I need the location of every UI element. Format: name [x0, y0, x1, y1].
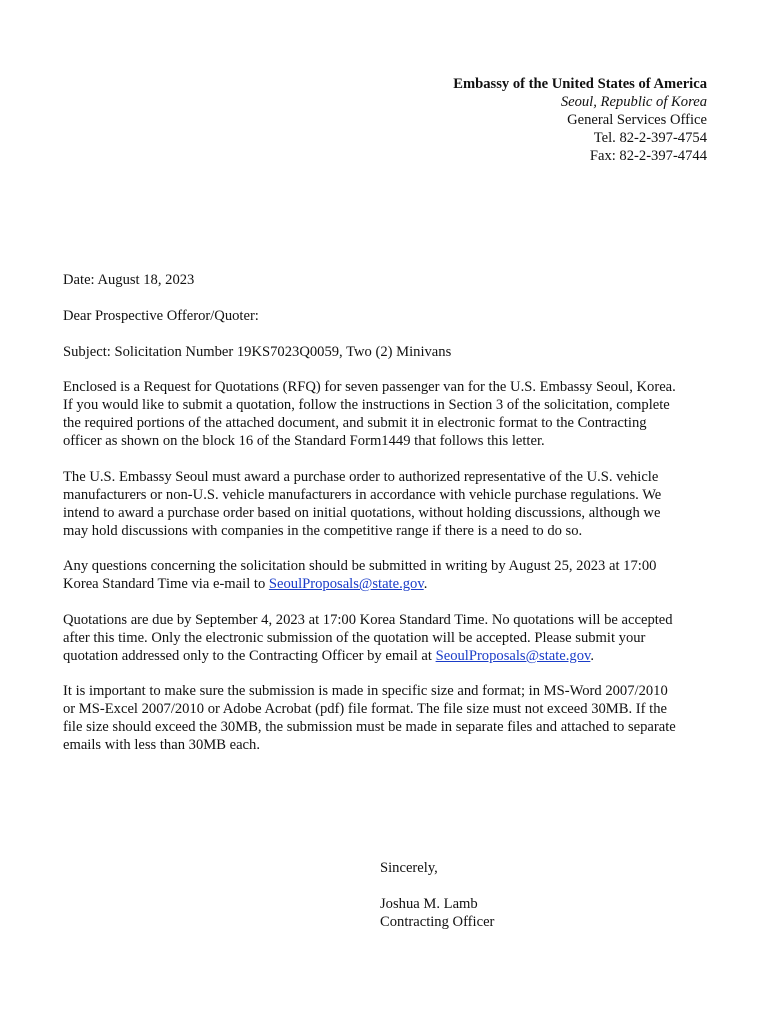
text-span: . [590, 648, 595, 664]
letterhead-fax: Fax: 82-2-397-4744 [589, 148, 707, 164]
paragraph-line: It is important to make sure the submission is made in specific size and format; in MS-Word 2007/2010 [63, 683, 668, 699]
text-span: quotation addressed only to the Contracting Officer by email at [63, 648, 436, 664]
paragraph-line: manufacturers or non-U.S. vehicle manufacturers in accordance with vehicle purchase regulations. We [63, 487, 662, 503]
letter-date [63, 271, 713, 289]
letter-subject [63, 343, 713, 361]
paragraph-line: may hold discussions with companies in the competitive range if there is a need to do so. [63, 523, 583, 539]
paragraph-line: officer as shown on the block 16 of the Standard Form1449 that follows this letter. [63, 433, 545, 449]
paragraph-questions [63, 557, 713, 593]
paragraph-due-date [63, 611, 713, 665]
letterhead [453, 75, 707, 165]
date-line: Date: August 18, 2023 [63, 272, 195, 288]
paragraph-line [63, 575, 713, 593]
paragraph-format [63, 682, 713, 754]
paragraph-line: Quotations are due by September 4, 2023 at 17:00 Korea Standard Time. No quotations will be accepted [63, 612, 673, 628]
paragraph-line [63, 647, 713, 665]
paragraph-line: Any questions concerning the solicitation should be submitted in writing by August 25, 2023 at 17:00 [63, 558, 657, 574]
paragraph-line: the required portions of the attached document, and submit it in electronic format to the Contracting [63, 415, 647, 431]
letterhead-office: General Services Office [567, 112, 707, 128]
paragraph-line: If you would like to submit a quotation, follow the instructions in Section 3 of the solicitation, complete [63, 397, 670, 413]
letterhead-organization: Embassy of the United States of America [453, 76, 707, 92]
paragraph-line: file size should exceed the 30MB, the submission must be made in separate files and attached to separate [63, 719, 676, 735]
subject-line: Subject: Solicitation Number 19KS7023Q0059, Two (2) Minivans [63, 344, 452, 360]
closing-valediction: Sincerely, [380, 860, 438, 876]
paragraph-line: or MS-Excel 2007/2010 or Adobe Acrobat (pdf) file format. The file size must not exceed 30MB. If the [63, 701, 668, 717]
salutation-line: Dear Prospective Offeror/Quoter: [63, 308, 259, 324]
signatory-title: Contracting Officer [380, 914, 495, 930]
email-link[interactable]: SeoulProposals@state.gov [435, 648, 591, 664]
paragraph-line: intend to award a purchase order based on initial quotations, without holding discussions, although we [63, 505, 661, 521]
email-link[interactable]: SeoulProposals@state.gov [268, 576, 424, 592]
paragraph-award [63, 468, 713, 540]
paragraph-line: after this time. Only the electronic submission of the quotation will be accepted. Please submit your [63, 630, 646, 646]
letterhead-city: Seoul, Republic of Korea [560, 94, 707, 110]
paragraph-rfq-intro [63, 378, 713, 450]
text-span: Korea Standard Time via e-mail to [63, 576, 269, 592]
text-span: . [423, 576, 428, 592]
signatory-name: Joshua M. Lamb [380, 896, 478, 912]
letter-salutation [63, 307, 713, 325]
letterhead-tel: Tel. 82-2-397-4754 [593, 130, 707, 146]
paragraph-line: emails with less than 30MB each. [63, 737, 260, 753]
paragraph-line: The U.S. Embassy Seoul must award a purchase order to authorized representative of the U.S. vehicle [63, 469, 659, 485]
paragraph-line: Enclosed is a Request for Quotations (RFQ) for seven passenger van for the U.S. Embassy Seoul, Korea. [63, 379, 676, 395]
